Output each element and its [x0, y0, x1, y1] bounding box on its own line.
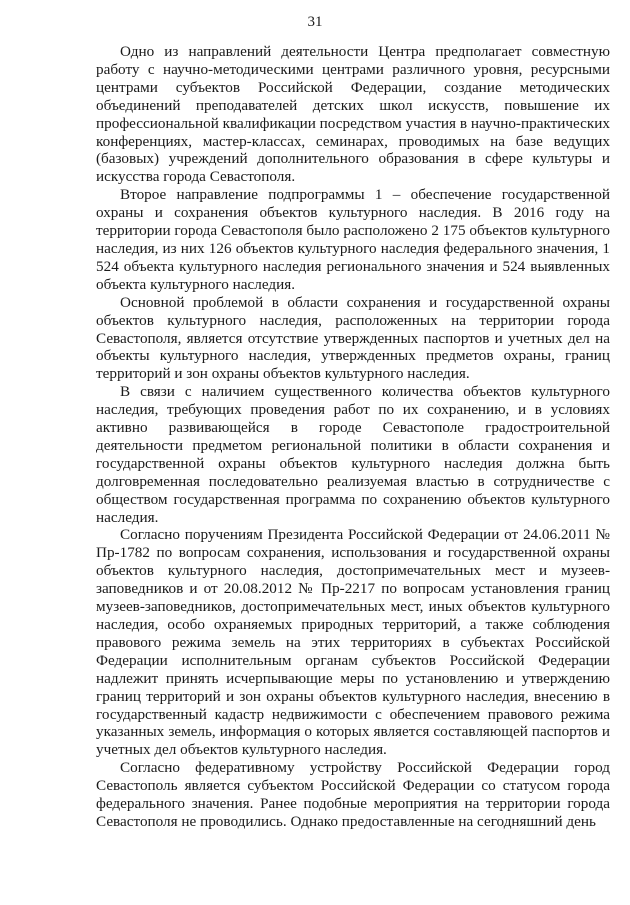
paragraph-regional-policy: В связи с наличием существенного количества объектов культурного наследия, требующих проведения работ по их сохранению, и в условиях активно развивающейся в городе Севастополе градостроительной деятельности предметом региональной политики в области сохранения и государственной охраны объектов культурного наследия должна быть долговременная последовательно реализуемая властью в сотрудничестве с обществом государственная программа по сохранению объектов культурного наследия.: [96, 383, 610, 526]
document-body: [96, 43, 610, 831]
paragraph-center-cooperation: Одно из направлений деятельности Центра предполагает совместную работу с научно-методическими центрами различного уровня, ресурсными центрами субъектов Российской Федерации, создание методических объединений преподавателей детских школ искусств, повышение их профессиональной квалификации посредством участия в научно-практических конференциях, мастер-классах, семинарах, проводимых на базе ведущих (базовых) учреждений дополнительного образования в сфере культуры и искусства города Севастополя.: [96, 43, 610, 186]
paragraph-presidential-orders: Согласно поручениям Президента Российской Федерации от 24.06.2011 № Пр-1782 по вопросам сохранения, использования и государственной охраны объектов культурного наследия, достопримечательных мест и музеев-заповедников и от 20.08.2012 № Пр-2217 по вопросам установления границ музеев-заповедников, достопримечательных мест, иных объектов культурного наследия, особо охраняемых природных территорий, а также соблюдения правового режима земель на этих территориях в субъектах Российской Федерации исполнительным органам субъектов Российской Федерации надлежит принять исчерпывающие меры по установлению и утверждению границ территорий и зон охраны объектов культурного наследия, внесению в государственный кадастр недвижимости с обеспечением правового режима указанных земель, информация о которых является составляющей паспортов и учетных дел объектов культурного наследия.: [96, 526, 610, 759]
paragraph-second-direction: Второе направление подпрограммы 1 – обеспечение государственной охраны и сохранения объектов культурного наследия. В 2016 году на территории города Севастополя было расположено 2 175 объектов культурного наследия, из них 126 объектов культурного наследия федерального значения, 1 524 объекта культурного наследия регионального значения и 524 выявленных объекта культурного наследия.: [96, 186, 610, 293]
page-number: 31: [307, 14, 323, 30]
paragraph-main-problem: Основной проблемой в области сохранения и государственной охраны объектов культурного наследия, расположенных на территории города Севастополя, является отсутствие утвержденных паспортов и учетных дел на объекты культурного наследия, утвержденных предметов охраны, границ территорий и зон охраны объектов культурного наследия.: [96, 293, 610, 383]
paragraph-federal-status: Согласно федеративному устройству Российской Федерации город Севастополь является субъектом Российской Федерации со статусом города федерального значения. Ранее подобные мероприятия на территории города Севастополя не проводились. Однако предоставленные на сегодняшний день: [96, 759, 610, 830]
